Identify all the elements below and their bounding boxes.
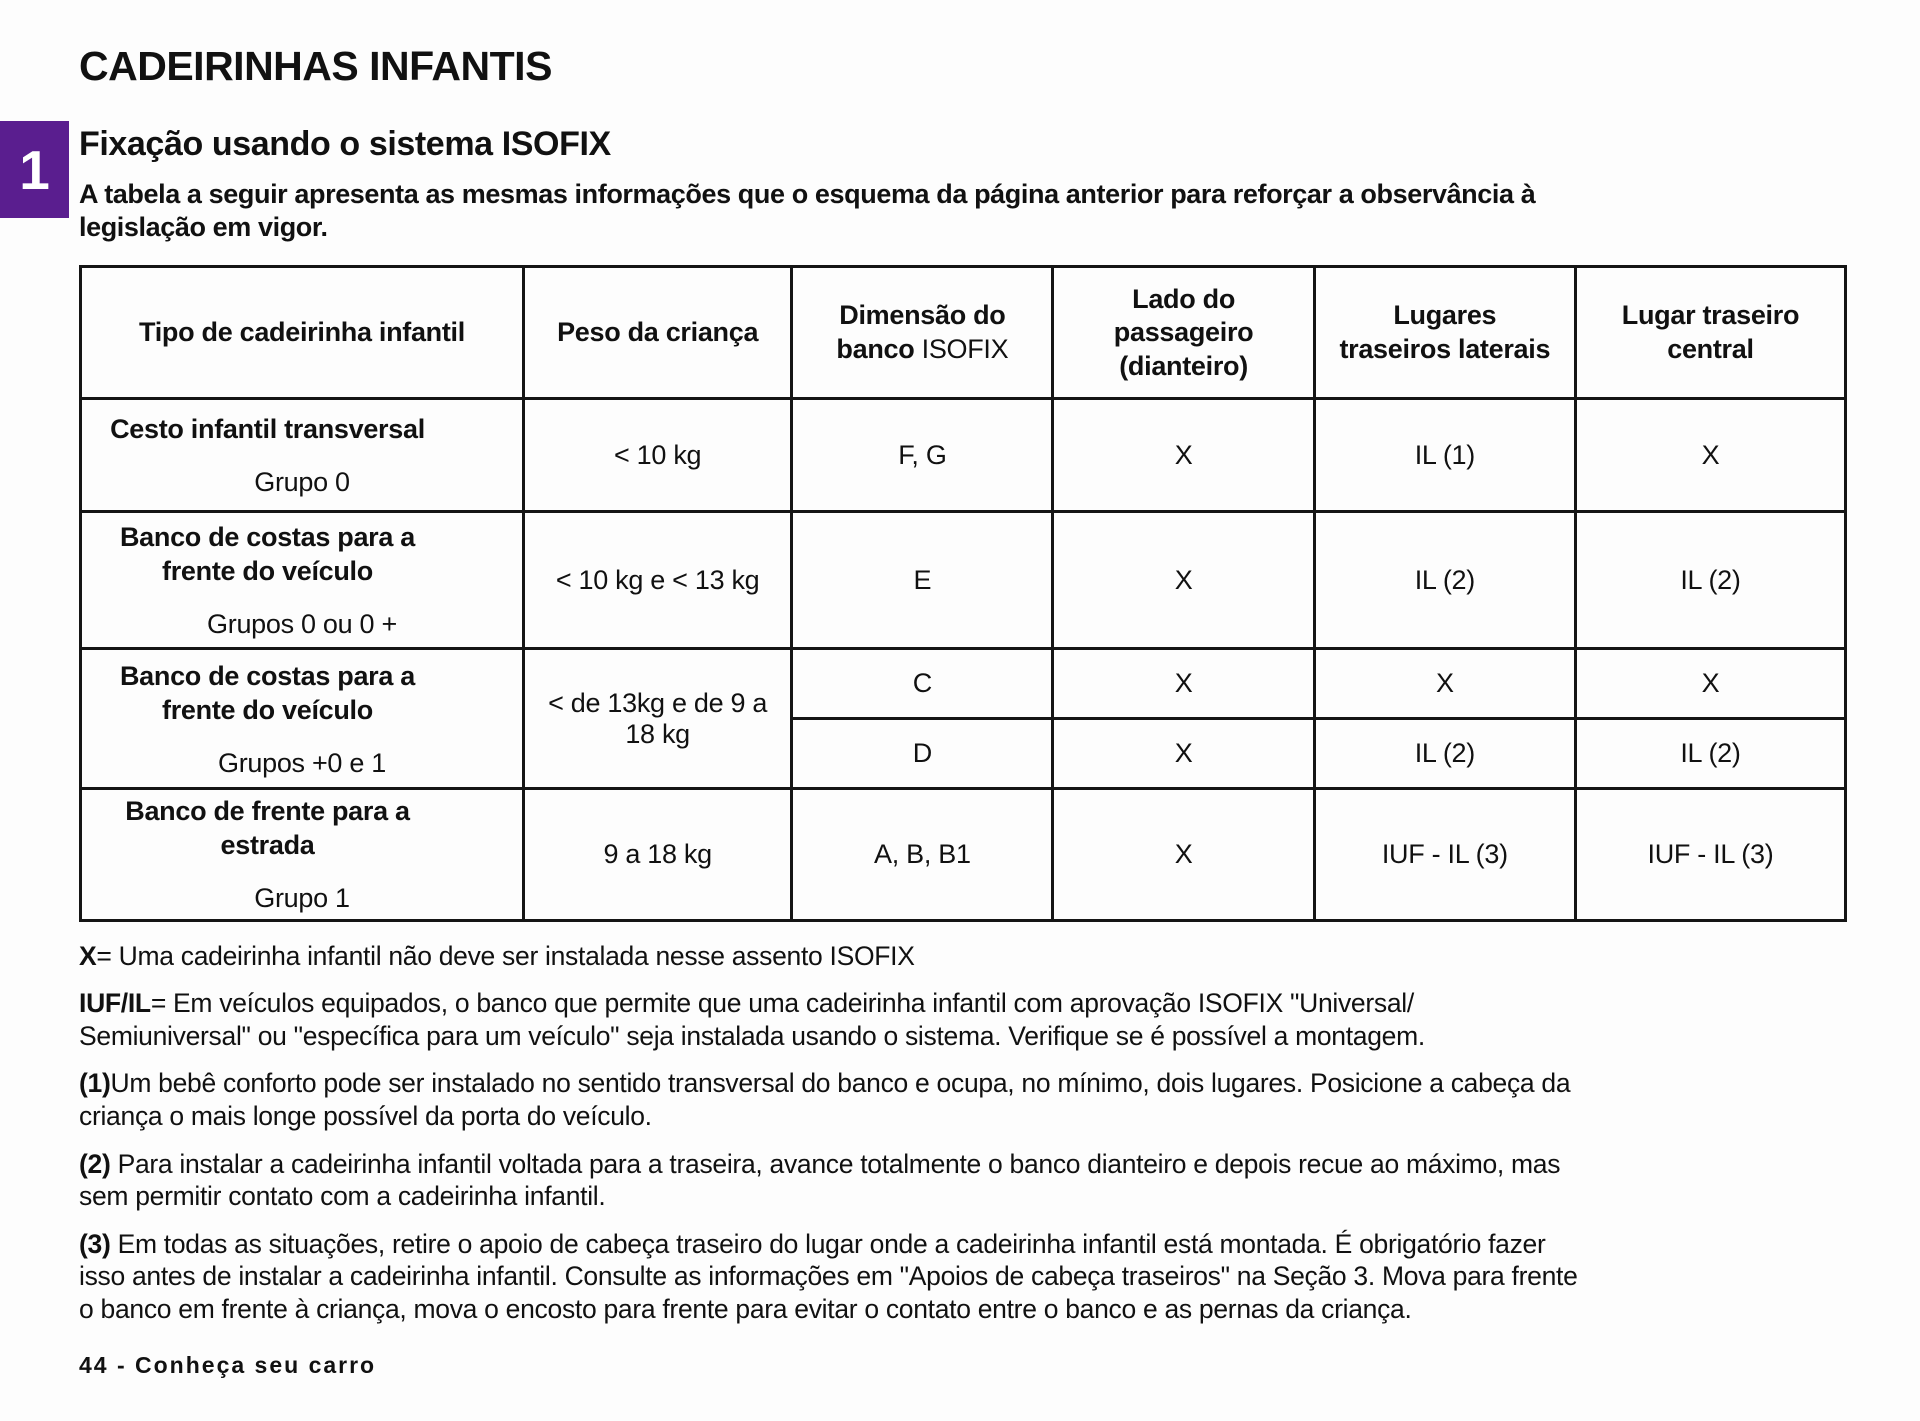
footnote-x	[79, 940, 1579, 973]
rear-side-cell: IUF - IL (3)	[1314, 789, 1575, 920]
col-header-isofix-size	[792, 267, 1053, 399]
rear-center-cell: IUF - IL (3)	[1575, 789, 1845, 920]
rear-center-cell: IL (2)	[1575, 719, 1845, 789]
front-passenger-cell: X	[1053, 789, 1314, 920]
footnote-lead: (2)	[79, 1148, 111, 1179]
table-row	[81, 649, 1846, 719]
seat-name: Cesto infantil transversal	[110, 414, 425, 445]
footnote-text: Para instalar a cadeirinha infantil voltada para a traseira, avance totalmente o banco dianteiro e depois recue ao máximo, mas sem permitir contato com a cadeirinha infantil.	[79, 1148, 1561, 1212]
footnote-text: = Em veículos equipados, o banco que permite que uma cadeirinha infantil com aprovação ISOFIX "Universal/ Semiuniversal" ou "específica para um veículo" seja instalada usando o sistema. Verifique se é possível a montagem.	[79, 988, 1425, 1051]
front-passenger-cell: X	[1053, 719, 1314, 789]
footnote-1	[79, 1067, 1579, 1132]
size-cell: A, B, B1	[792, 789, 1053, 920]
col-header-isofix-size-regular: ISOFIX	[921, 333, 1009, 364]
weight-cell: < 10 kg e < 13 kg	[524, 512, 792, 649]
col-header-child-weight: Peso da criança	[524, 267, 792, 399]
footnotes	[79, 940, 1579, 1326]
footnote-lead: X	[79, 940, 97, 971]
seat-type-cell	[81, 399, 524, 512]
seat-group: Grupo 0	[254, 467, 350, 498]
weight-cell: < de 13kg e de 9 a 18 kg	[524, 649, 792, 789]
rear-center-cell: X	[1575, 649, 1845, 719]
col-header-isofix-size-bold: Dimensão do banco	[836, 300, 1006, 364]
rear-center-cell: IL (2)	[1575, 512, 1845, 649]
size-cell: F, G	[792, 399, 1053, 512]
col-header-front-passenger: Lado do passageiro (dianteiro)	[1053, 267, 1314, 399]
size-cell: D	[792, 719, 1053, 789]
rear-side-cell: IL (1)	[1314, 399, 1575, 512]
seat-name: Banco de costas para a frente do veículo	[119, 522, 416, 587]
section-number-badge	[0, 121, 69, 218]
isofix-table	[79, 265, 1847, 921]
col-header-rear-side-seats: Lugares traseiros laterais	[1314, 267, 1575, 399]
size-cell: E	[792, 512, 1053, 649]
weight-cell: 9 a 18 kg	[524, 789, 792, 920]
footnote-lead: (1)	[79, 1068, 111, 1099]
seat-group: Grupo 1	[254, 883, 350, 914]
table-row	[81, 789, 1846, 920]
page-title: CADEIRINHAS INFANTIS	[79, 43, 552, 89]
footnote-2	[79, 1148, 1579, 1213]
front-passenger-cell: X	[1053, 399, 1314, 512]
footnote-text: = Uma cadeirinha infantil não deve ser instalada nesse assento ISOFIX	[96, 940, 915, 971]
seat-type-cell	[81, 512, 524, 649]
seat-group: Grupos 0 ou 0 +	[207, 609, 397, 640]
col-header-rear-center-seat: Lugar traseiro central	[1575, 267, 1845, 399]
page-footer: 44 - Conheça seu carro	[79, 1351, 377, 1378]
seat-name: Banco de frente para a estrada	[125, 796, 410, 861]
section-heading: Fixação usando o sistema ISOFIX	[79, 125, 611, 164]
weight-cell: < 10 kg	[524, 399, 792, 512]
footnote-text: Um bebê conforto pode ser instalado no sentido transversal do banco e ocupa, no mínimo, dois lugares. Posicione a cabeça da criança o mais longe possível da porta do veículo.	[79, 1068, 1571, 1132]
front-passenger-cell: X	[1053, 512, 1314, 649]
rear-side-cell: IL (2)	[1314, 512, 1575, 649]
rear-center-cell: X	[1575, 399, 1845, 512]
rear-side-cell: IL (2)	[1314, 719, 1575, 789]
col-header-seat-type: Tipo de cadeirinha infantil	[81, 267, 524, 399]
rear-side-cell: X	[1314, 649, 1575, 719]
seat-group: Grupos +0 e 1	[218, 747, 386, 778]
table-row	[81, 512, 1846, 649]
section-number: 1	[19, 138, 50, 201]
seat-name: Banco de costas para a frente do veículo	[119, 660, 416, 725]
footnote-lead: IUF/IL	[79, 988, 151, 1019]
size-cell: C	[792, 649, 1053, 719]
seat-type-cell	[81, 789, 524, 920]
seat-type-cell	[81, 649, 524, 789]
page-content	[79, 0, 1847, 1379]
table-row	[81, 399, 1846, 512]
footnote-iuf-il	[79, 987, 1579, 1052]
intro-paragraph: A tabela a seguir apresenta as mesmas informações que o esquema da página anterior para reforçar a observância à legislação em vigor.	[79, 179, 1536, 242]
footnote-lead: (3)	[79, 1228, 111, 1259]
footnote-text: Em todas as situações, retire o apoio de cabeça traseiro do lugar onde a cadeirinha infantil está montada. É obrigatório fazer isso antes de instalar a cadeirinha infantil. Consulte as informações em "Apoios de cabeça traseiros" na Seção 3. Mova para frente o banco em frente à criança, mova o encosto para frente para evitar o contato entre o banco e as pernas da criança.	[79, 1228, 1578, 1325]
footnote-3	[79, 1228, 1579, 1326]
front-passenger-cell: X	[1053, 649, 1314, 719]
table-header-row	[81, 267, 1846, 399]
